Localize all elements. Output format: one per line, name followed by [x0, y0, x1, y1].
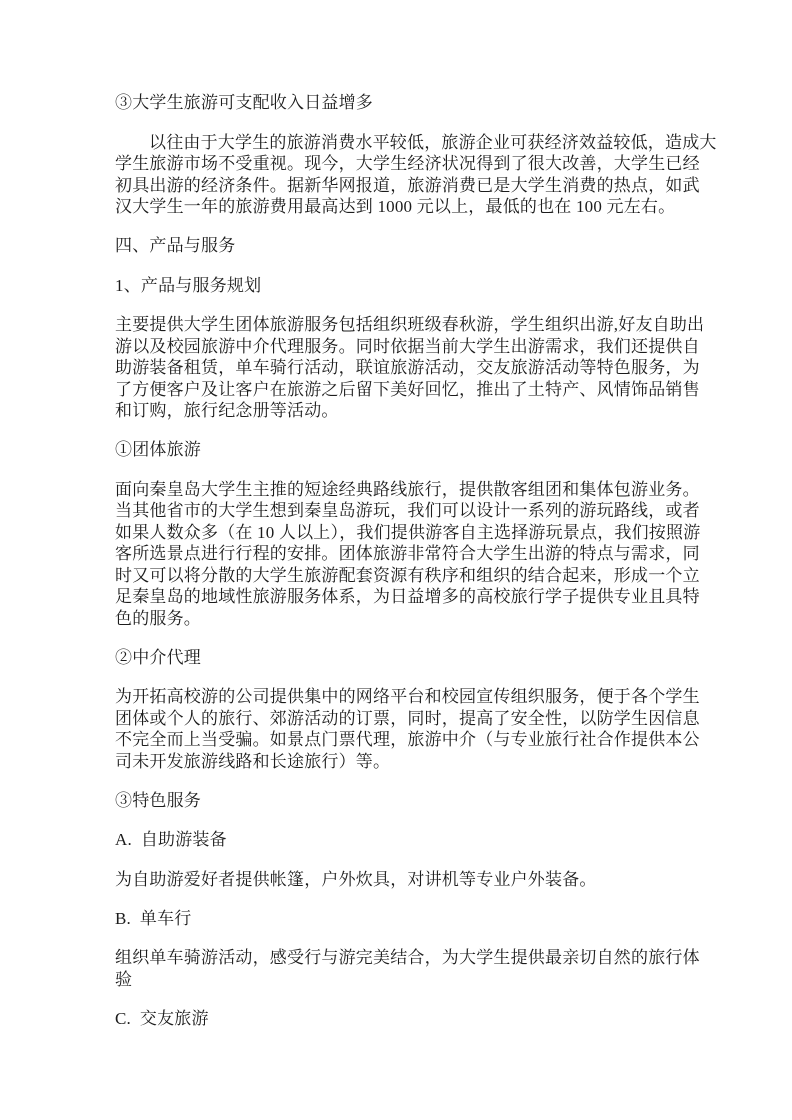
paragraph — [115, 947, 700, 990]
text-line: 以往由于大学生的旅游消费水平较低，旅游企业可获经济效益较低，造成大 — [149, 132, 717, 152]
section-heading — [115, 1008, 680, 1030]
text-line: 汉大学生一年的旅游费用最高达到 1000 元以上，最低的也在 100 元左右。 — [115, 197, 676, 216]
paragraph — [115, 132, 717, 218]
text-line: 验 — [115, 969, 133, 989]
paragraph — [115, 686, 700, 772]
text-line: 初具出游的经济条件。据新华网报道，旅游消费已是大学生消费的热点，如武 — [115, 175, 700, 195]
text-line: 不完全而上当受骗。如景点门票代理，旅游中介（与专业旅行社合作提供本公 — [115, 730, 700, 749]
heading-text: ③特色服务 — [115, 790, 201, 810]
section-heading — [115, 92, 680, 114]
text-line: 客所选景点进行行程的安排。团体旅游非常符合大学生出游的特点与需求，同 — [115, 544, 700, 563]
section-heading — [115, 235, 680, 257]
heading-text: ②中介代理 — [115, 647, 201, 667]
section-heading — [115, 908, 680, 930]
document-content — [115, 92, 717, 1047]
text-line: 组织单车骑游活动，感受行与游完美结合，为大学生提供最亲切自然的旅行体 — [115, 948, 700, 967]
section-heading — [115, 790, 680, 812]
paragraph — [115, 869, 680, 891]
heading-text: ①团体旅游 — [115, 440, 201, 459]
paragraph — [115, 479, 701, 630]
text-line: 游以及校园旅游中介代理服务。同时依据当前大学生出游需求，我们还提供自 — [115, 336, 700, 356]
text-line: 团体或个人的旅行、郊游活动的订票，同时，提高了安全性，以防学生因信息 — [115, 708, 700, 728]
text-line: 为自助游爱好者提供帐篷，户外炊具，对讲机等专业户外装备。 — [115, 869, 597, 889]
section-heading — [115, 647, 680, 669]
text-line: 足秦皇岛的地域性旅游服务体系，为日益增多的高校旅行学子提供专业且具特 — [115, 587, 700, 606]
heading-text: 1、产品与服务规划 — [115, 275, 262, 295]
text-line: 了方便客户及让客户在旅游之后留下美好回忆，推出了土特产、风情饰品销售 — [115, 379, 700, 399]
text-line: 和订购，旅行纪念册等活动。 — [115, 401, 339, 420]
heading-text: ③大学生旅游可支配收入日益增多 — [115, 93, 373, 112]
text-line: 学生旅游市场不受重视。现今，大学生经济状况得到了很大改善，大学生已经 — [115, 154, 700, 173]
heading-text: C. 交友旅游 — [115, 1008, 209, 1028]
text-line: 面向秦皇岛大学生主推的短途经典路线旅行，提供散客组团和集体包游业务。 — [115, 479, 700, 499]
section-heading — [115, 275, 680, 297]
text-line: 色的服务。 — [115, 608, 201, 628]
text-line: 助游装备租赁，单车骑行活动，联谊旅游活动，交友旅游活动等特色服务，为 — [115, 358, 700, 377]
paragraph — [115, 314, 705, 422]
heading-text: 四、产品与服务 — [115, 236, 236, 255]
text-line: 为开拓高校游的公司提供集中的网络平台和校园宣传组织服务，便于各个学生 — [115, 687, 700, 706]
heading-text: A. 自助游装备 — [115, 830, 227, 849]
text-line: 主要提供大学生团体旅游服务包括组织班级春秋游，学生组织出游,好友自助出 — [115, 315, 705, 334]
text-line: 如果人数众多（在 10 人以上），我们提供游客自主选择游玩景点，我们按照游 — [115, 522, 701, 542]
text-line: 司未开发旅游线路和长途旅行）等。 — [115, 751, 391, 771]
section-heading — [115, 439, 680, 461]
section-heading — [115, 829, 680, 851]
text-line: 当其他省市的大学生想到秦皇岛游玩，我们可以设计一系列的游玩路线，或者 — [115, 501, 700, 520]
text-line: 时又可以将分散的大学生旅游配套资源有秩序和组织的结合起来，形成一个立 — [115, 565, 700, 585]
heading-text: B. 单车行 — [115, 908, 192, 928]
